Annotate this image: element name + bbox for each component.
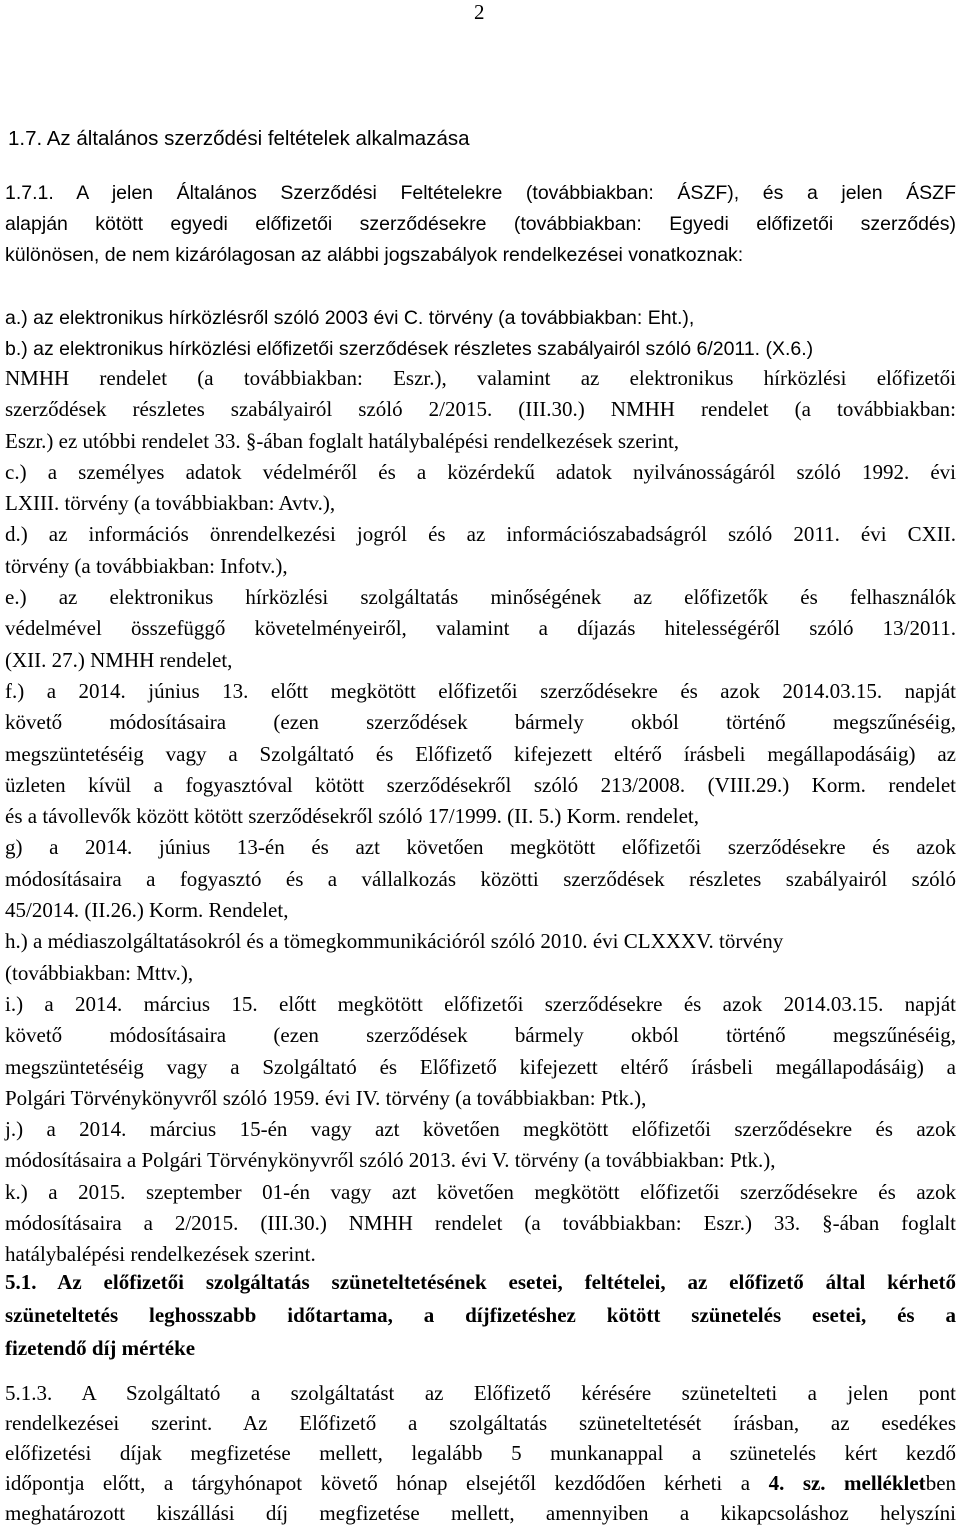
paragraph-line: alapján kötött egyedi előfizetői szerződésekre (továbbiakban: Egyedi előfizetői szerződés) [5,213,956,235]
list-line: megszüntetéséig vagy a Szolgáltató és Előfizető kifejezett eltérő írásbeli megállapodásáig) a [5,1054,956,1079]
list-item-a [5,301,956,335]
paragraph-text: ben [925,1471,957,1495]
paragraph-line-with-bold [5,1468,956,1498]
list-line: Eszr.) ez utóbbi rendelet 33. §-ában foglalt hatálybalépési rendelkezések szerint, [5,428,680,453]
list-line: hatálybalépési rendelkezések szerint. [5,1242,316,1267]
list-item-j [5,1114,956,1177]
list-item-b [5,363,956,457]
list-item-h [5,926,956,989]
list-item-g [5,832,956,926]
list-line: (továbbiakban: Mttv.), [5,960,194,985]
list-line: g) a 2014. június 13-én és azt követően megkötött előfizetői szerződésekre és azok [5,835,956,860]
list-item-f [5,676,956,832]
paragraph-1-7-1 [5,178,956,271]
paragraph-line: meghatározott kiszállási díj megfizetése mellett, amennyiben a kikapcsoláshoz helyszíni [5,1501,956,1525]
annex-reference: 4. sz. melléklet [768,1471,926,1495]
list-line: (XII. 27.) NMHH rendelet, [5,647,233,672]
paragraph-line: rendelkezései szerint. Az Előfizető a szolgáltatás szüneteltetését írásban, az esedékes [5,1411,956,1435]
legislation-list [5,301,956,1271]
heading-line: 5.1. Az előfizetői szolgáltatás szüneteltetésének esetei, feltételei, az előfizető által kérhető [5,1270,956,1294]
list-line: d.) az információs önrendelkezési jogról és az információszabadságról szóló 2011. évi CXII. [5,522,956,547]
paragraph-5-1-3 [5,1378,956,1528]
heading-line: fizetendő díj mértéke [5,1336,196,1360]
page-number: 2 [474,0,485,24]
paragraph-line: különösen, de nem kizárólagosan az alábbi jogszabályok rendelkezései vonatkoznak: [5,244,744,266]
paragraph-line: 5.1.3. A Szolgáltató a szolgáltatást az Előfizető kérésére szünetelteti a jelen pont [5,1381,956,1405]
list-line: k.) a 2015. szeptember 01-én vagy azt követően megkötött előfizetői szerződésekre és azok [5,1179,956,1204]
list-line: módosításaira a fogyasztó és a vállalkozás közötti szerződések részletes szabályairól szóló [5,866,956,891]
list-line: a.) az elektronikus hírközlésről szóló 2003 évi C. törvény (a továbbiakban: Eht.), [5,307,695,329]
list-line: i.) a 2014. március 15. előtt megkötött előfizetői szerződésekre és azok 2014.03.15. napját [5,991,956,1016]
list-item-b-head [5,335,956,363]
list-line: c.) a személyes adatok védelméről és a közérdekű adatok nyilvánosságáról szóló 1992. évi [5,459,956,484]
list-line: követő módosításaira (ezen szerződések bármely okból történő megszűnéséig, [5,1023,956,1048]
section-heading-1-7: 1.7. Az általános szerződési feltételek alkalmazása [8,127,470,150]
paragraph-line: 1.7.1. A jelen Általános Szerződési Feltételekre (továbbiakban: ÁSZF), és a jelen ÁSZF [5,182,956,204]
list-item-e [5,582,956,676]
list-line: üzleten kívül a fogyasztóval kötött szerződésekről szóló 213/2008. (VIII.29.) Korm. rendelet [5,772,956,797]
list-item-d [5,519,956,582]
list-line: 45/2014. (II.26.) Korm. Rendelet, [5,898,289,923]
paragraph-text: időpontja előtt, a tárgyhónapot követő hónap elsejétől kezdődően kérheti a [5,1471,751,1495]
list-line: e.) az elektronikus hírközlési szolgáltatás minőségének az előfizetők és felhasználók [5,585,956,610]
list-line: módosításaira a Polgári Törvénykönyvről szóló 2013. évi V. törvény (a továbbiakban: Ptk.), [5,1148,776,1173]
list-line: törvény (a továbbiakban: Infotv.), [5,553,288,578]
paragraph-line: előfizetési díjak megfizetése mellett, legalább 5 munkanappal a szünetelés kért kezdő [5,1441,956,1465]
list-line: h.) a médiaszolgáltatásokról és a tömegkommunikációról szóló 2010. évi CLXXXV. törvény [5,929,784,954]
list-line: j.) a 2014. március 15-én vagy azt követően megkötött előfizetői szerződésekre és azok [5,1117,956,1142]
list-line: követő módosításaira (ezen szerződések bármely okból történő megszűnéséig, [5,710,956,735]
list-line: NMHH rendelet (a továbbiakban: Eszr.), valamint az elektronikus hírközlési előfizetői [5,366,956,390]
list-line: módosításaira a 2/2015. (III.30.) NMHH rendelet (a továbbiakban: Eszr.) 33. §-ában foglalt [5,1211,956,1236]
list-item-i [5,989,956,1114]
list-line: b.) az elektronikus hírközlési előfizetői szerződések részletes szabályairól szóló 6/2011. (X.6.) [5,338,814,360]
list-line: védelmével összefüggő követelményeiről, valamint a díjazás hitelességéről szóló 13/2011. [5,616,956,641]
list-line: szerződések részletes szabályairól szóló 2/2015. (III.30.) NMHH rendelet (a továbbiakban: [5,397,956,422]
section-heading-5-1 [5,1266,956,1365]
list-line: LXIII. törvény (a továbbiakban: Avtv.), [5,491,336,516]
list-line: f.) a 2014. június 13. előtt megkötött előfizetői szerződésekre és azok 2014.03.15. napját [5,678,956,703]
list-item-k [5,1177,956,1271]
list-line: Polgári Törvénykönyvről szóló 1959. évi IV. törvény (a továbbiakban: Ptk.), [5,1085,647,1110]
heading-line: szüneteltetés leghosszabb időtartama, a díjfizetéshez kötött szünetelés esetei, és a [5,1303,956,1327]
list-line: megszüntetéséig vagy a Szolgáltató és Előfizető kifejezett eltérő írásbeli megállapodásáig) az [5,741,956,766]
list-line: és a távollevők között kötött szerződésekről szóló 17/1999. (II. 5.) Korm. rendelet, [5,804,699,829]
list-item-c [5,457,956,520]
